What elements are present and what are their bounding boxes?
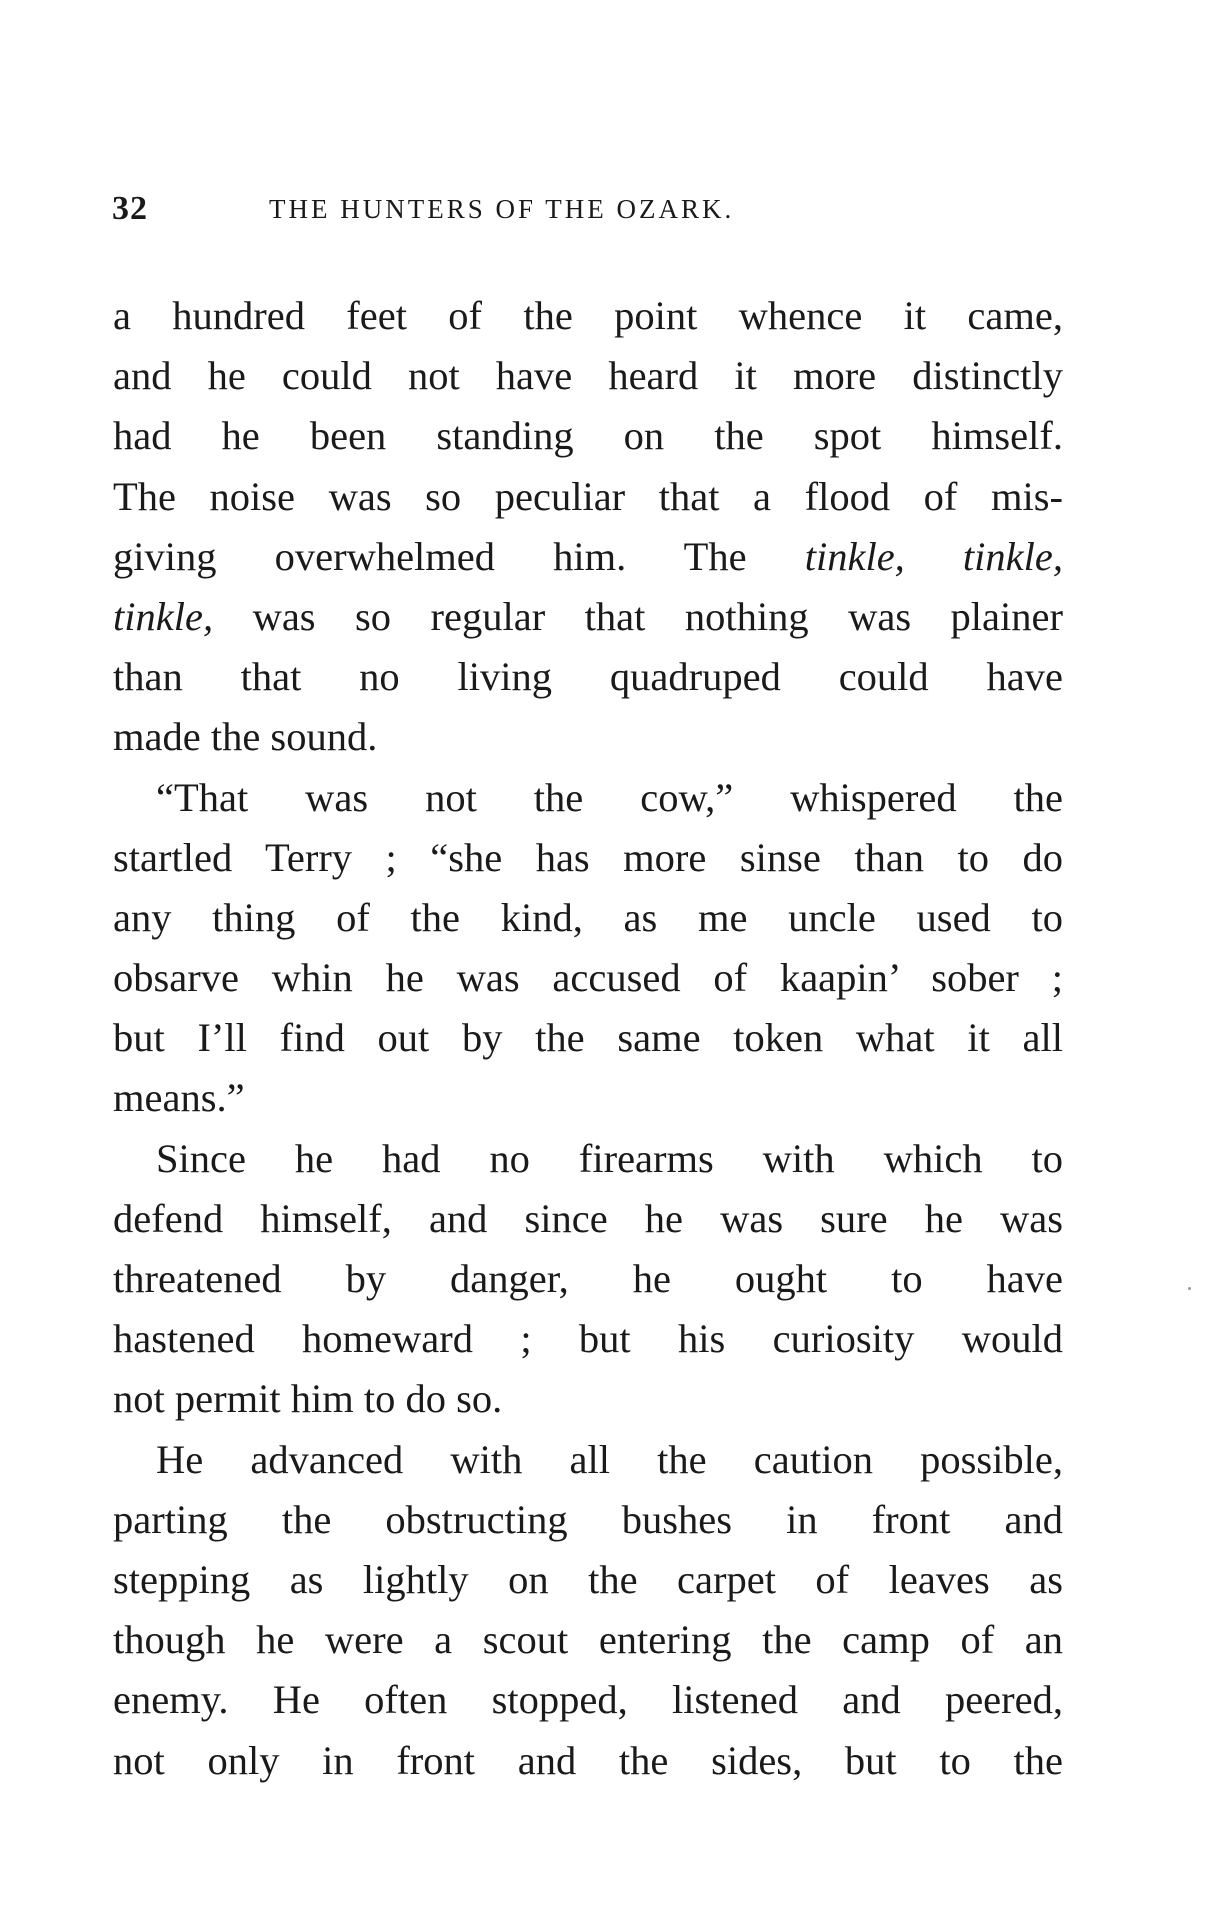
text-line: but I’ll find out by the same token what it all — [113, 1015, 1063, 1061]
italic-text: tinkle, — [113, 593, 214, 639]
text-line: though he were a scout entering the camp of an — [113, 1617, 1063, 1663]
text-line: than that no living quadruped could have — [113, 654, 1063, 700]
paragraph-3 — [113, 1129, 1063, 1430]
text-line-mixed — [113, 527, 1063, 587]
text-line: He advanced with all the caution possible, — [156, 1436, 1063, 1482]
paper-speck — [1188, 1287, 1191, 1290]
text-line: and he could not have heard it more distinctly — [113, 353, 1063, 399]
text-segment: was so regular that nothing was plainer — [213, 593, 1063, 639]
text-line: enemy. He often stopped, listened and peered, — [113, 1677, 1063, 1723]
text-line: stepping as lightly on the carpet of leaves as — [113, 1556, 1063, 1602]
text-line: obsarve whin he was accused of kaapin’ sober ; — [113, 955, 1063, 1001]
text-line-mixed — [113, 587, 1063, 647]
italic-text: tinkle, tinkle, — [804, 533, 1063, 579]
text-line: a hundred feet of the point whence it came, — [113, 293, 1063, 338]
text-line: The noise was so peculiar that a flood of mis- — [113, 473, 1063, 519]
running-title: THE HUNTERS OF THE OZARK. — [269, 194, 735, 224]
text-line: “That was not the cow,” whispered the — [156, 774, 1063, 820]
text-line: hastened homeward ; but his curiosity would — [113, 1316, 1063, 1362]
paragraph-4 — [113, 1430, 1063, 1791]
text-segment: giving overwhelmed him. The — [113, 533, 805, 579]
page-header — [112, 190, 1062, 240]
text-line: made the sound. — [113, 714, 378, 760]
text-line: Since he had no firearms with which to — [156, 1135, 1063, 1181]
text-line: parting the obstructing bushes in front and — [113, 1496, 1063, 1542]
paragraph-2 — [113, 768, 1063, 1129]
text-line: means.” — [113, 1075, 245, 1121]
text-line: any thing of the kind, as me uncle used to — [113, 894, 1063, 940]
text-line: defend himself, and since he was sure he was — [113, 1195, 1063, 1241]
body-text — [113, 286, 1063, 1791]
page-number: 32 — [112, 190, 148, 227]
text-line: not permit him to do so. — [113, 1376, 503, 1422]
paragraph-1 — [113, 286, 1063, 768]
text-line: had he been standing on the spot himself. — [113, 413, 1063, 459]
text-line: not only in front and the sides, but to the — [113, 1737, 1063, 1783]
text-line: threatened by danger, he ought to have — [113, 1256, 1063, 1301]
text-line: startled Terry ; “she has more sinse than to do — [113, 834, 1063, 880]
